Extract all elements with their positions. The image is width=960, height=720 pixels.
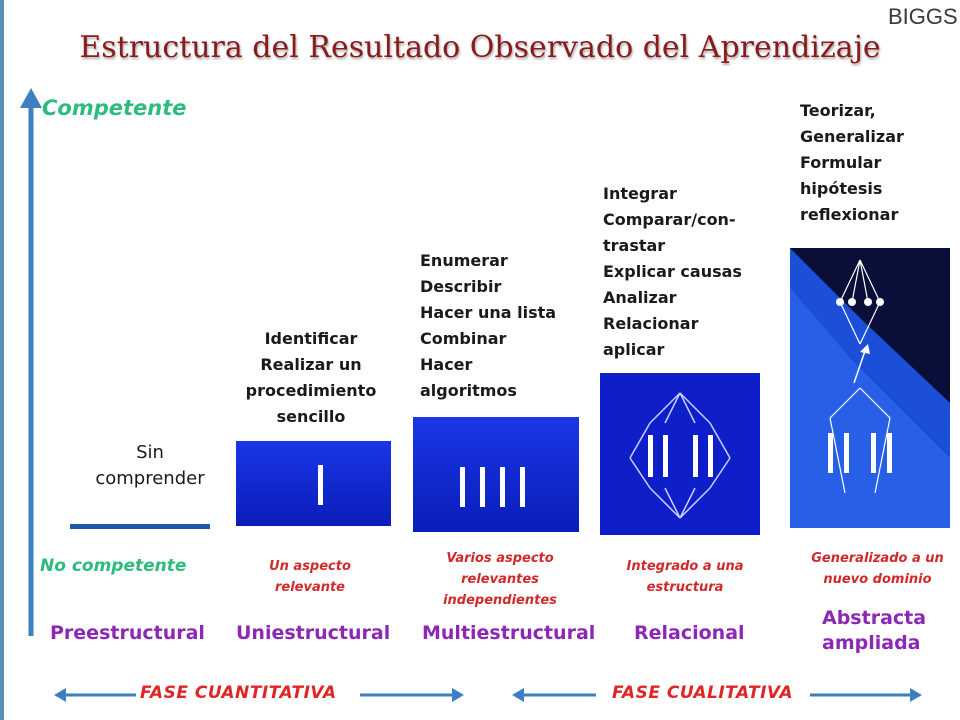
preestructural-baseline xyxy=(70,524,210,529)
left-edge-stripe xyxy=(0,0,4,720)
phase-qualitative: FASE CUALITATIVA xyxy=(612,683,794,703)
left-arrow-icon xyxy=(512,688,524,702)
structure-bar xyxy=(318,465,323,505)
multiestructural-description: Varios aspecto relevantes independientes xyxy=(443,551,557,608)
structure-bar xyxy=(500,467,505,507)
structure-bar xyxy=(460,467,465,507)
stage-preestructural: Preestructural xyxy=(50,622,205,644)
stage-abstracta: Abstracta ampliada xyxy=(822,607,927,654)
relacional-verbs: Integrar Comparar/con- trastar Explicar causas Analizar Relacionar aplicar xyxy=(603,184,742,359)
structure-bar xyxy=(520,467,525,507)
structure-bar xyxy=(480,467,485,507)
stage-multiestructural: Multiestructural xyxy=(422,622,596,644)
stage-relacional: Relacional xyxy=(634,622,745,644)
abstracta-description: Generalizado a un nuevo dominio xyxy=(811,551,944,587)
phase-quantitative: FASE CUANTITATIVA xyxy=(140,683,337,703)
stage-uniestructural: Uniestructural xyxy=(236,622,391,644)
multiestructural-box xyxy=(413,417,579,532)
page-title: Estructura del Resultado Observado del Aprendizaje xyxy=(79,30,881,65)
abstracta-verbs: Teorizar, Generalizar Formular hipótesis reflexionar xyxy=(800,101,904,224)
relacional-box xyxy=(600,373,760,535)
uniestructural-verbs: Identificar Realizar un procedimiento sencillo xyxy=(245,329,377,426)
abstracta-box xyxy=(790,248,950,528)
uniestructural-description: Un aspecto relevante xyxy=(269,559,351,595)
corner-label: BIGGS xyxy=(888,4,958,29)
left-arrow-icon xyxy=(54,688,66,702)
relacional-description: Integrado a una estructura xyxy=(626,559,744,595)
right-arrow-icon xyxy=(452,688,464,702)
multiestructural-verbs: Enumerar Describir Hacer una lista Combinar Hacer algoritmos xyxy=(420,251,557,400)
uniestructural-box xyxy=(236,441,391,526)
axis-arrowhead-icon xyxy=(20,88,42,108)
axis-top-label: Competente xyxy=(42,96,187,120)
right-arrow-icon xyxy=(910,688,922,702)
axis-bottom-label: No competente xyxy=(40,556,187,576)
preestructural-verbs: Sin comprender xyxy=(95,442,205,489)
